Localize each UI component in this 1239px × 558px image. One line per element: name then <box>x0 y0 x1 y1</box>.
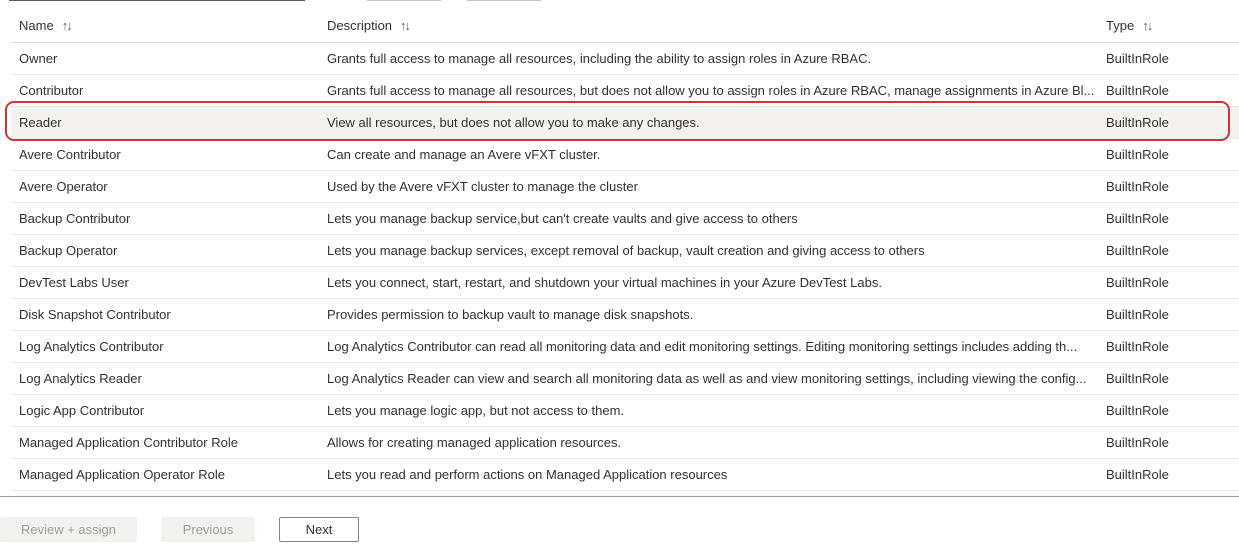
role-name: Log Analytics Reader <box>19 371 142 386</box>
role-name: Managed Application Contributor Role <box>19 435 238 450</box>
role-description: Provides permission to backup vault to manage disk snapshots. <box>327 307 694 322</box>
role-type: BuiltInRole <box>1106 147 1169 162</box>
header-description-label: Description <box>327 18 393 33</box>
table-row[interactable] <box>11 171 1239 203</box>
role-name: Disk Snapshot Contributor <box>19 307 171 322</box>
role-name: Log Analytics Contributor <box>19 339 164 354</box>
role-name: Contributor <box>19 83 84 98</box>
tab-underline <box>9 0 305 1</box>
role-name: Avere Contributor <box>19 147 121 162</box>
role-type: BuiltInRole <box>1106 243 1169 258</box>
table-row-selected[interactable] <box>11 107 1239 139</box>
role-name: Managed Application Operator Role <box>19 467 225 482</box>
role-name: Backup Operator <box>19 243 118 258</box>
role-name: Owner <box>19 51 58 66</box>
table-row[interactable] <box>11 139 1239 171</box>
role-name: Backup Contributor <box>19 211 131 226</box>
header-description[interactable] <box>327 18 1106 33</box>
footer-divider <box>0 496 1239 497</box>
role-description: Can create and manage an Avere vFXT cluster. <box>327 147 601 162</box>
header-type[interactable] <box>1106 18 1239 33</box>
table-row[interactable] <box>11 427 1239 459</box>
role-type: BuiltInRole <box>1106 51 1169 66</box>
role-description: View all resources, but does not allow you to make any changes. <box>327 115 700 130</box>
toolbar-edge <box>467 0 541 1</box>
role-description: Lets you manage logic app, but not access to them. <box>327 403 625 418</box>
role-type: BuiltInRole <box>1106 179 1169 194</box>
role-name: Logic App Contributor <box>19 403 145 418</box>
role-type: BuiltInRole <box>1106 83 1169 98</box>
role-name: Reader <box>19 115 62 130</box>
role-type: BuiltInRole <box>1106 467 1169 482</box>
role-description: Log Analytics Reader can view and search all monitoring data as well as and view monitoring settings, including viewing the config... <box>327 371 1087 386</box>
role-type: BuiltInRole <box>1106 403 1169 418</box>
header-type-label: Type <box>1106 18 1135 33</box>
role-type: BuiltInRole <box>1106 211 1169 226</box>
role-type: BuiltInRole <box>1106 307 1169 322</box>
next-button[interactable]: Next <box>279 517 359 542</box>
role-name: Avere Operator <box>19 179 108 194</box>
header-name[interactable] <box>11 18 327 33</box>
role-type: BuiltInRole <box>1106 115 1169 130</box>
table-row[interactable] <box>11 43 1239 75</box>
table-row[interactable] <box>11 75 1239 107</box>
role-description: Lets you manage backup services, except removal of backup, vault creation and giving access to others <box>327 243 925 258</box>
table-row[interactable] <box>11 267 1239 299</box>
table-row[interactable] <box>11 299 1239 331</box>
roles-grid <box>11 9 1239 491</box>
header-name-label: Name <box>19 18 54 33</box>
review-assign-button[interactable]: Review + assign <box>0 517 137 542</box>
role-name: DevTest Labs User <box>19 275 129 290</box>
role-type: BuiltInRole <box>1106 339 1169 354</box>
role-type: BuiltInRole <box>1106 371 1169 386</box>
previous-button[interactable]: Previous <box>161 517 255 542</box>
role-description: Grants full access to manage all resources, including the ability to assign roles in Azure RBAC. <box>327 51 872 66</box>
toolbar-edge <box>367 0 441 1</box>
table-row[interactable] <box>11 235 1239 267</box>
sort-updown-icon[interactable]: ↑↓ <box>400 18 410 33</box>
table-row[interactable] <box>11 459 1239 491</box>
table-row[interactable] <box>11 395 1239 427</box>
table-row[interactable] <box>11 331 1239 363</box>
role-description: Lets you connect, start, restart, and shutdown your virtual machines in your Azure DevTest Labs. <box>327 275 882 290</box>
role-type: BuiltInRole <box>1106 275 1169 290</box>
table-row[interactable] <box>11 363 1239 395</box>
table-row[interactable] <box>11 203 1239 235</box>
role-description: Grants full access to manage all resources, but does not allow you to assign roles in Azure RBAC, manage assignments in Azure Bl... <box>327 83 1095 98</box>
role-description: Used by the Avere vFXT cluster to manage the cluster <box>327 179 638 194</box>
role-type: BuiltInRole <box>1106 435 1169 450</box>
grid-header <box>11 9 1239 43</box>
role-description: Lets you read and perform actions on Managed Application resources <box>327 467 728 482</box>
role-description: Log Analytics Contributor can read all monitoring data and edit monitoring settings. Editing monitoring settings includes adding th... <box>327 339 1078 354</box>
sort-updown-icon[interactable]: ↑↓ <box>1142 18 1152 33</box>
sort-updown-icon[interactable]: ↑↓ <box>61 18 71 33</box>
role-description: Lets you manage backup service,but can't create vaults and give access to others <box>327 211 798 226</box>
role-description: Allows for creating managed application resources. <box>327 435 622 450</box>
